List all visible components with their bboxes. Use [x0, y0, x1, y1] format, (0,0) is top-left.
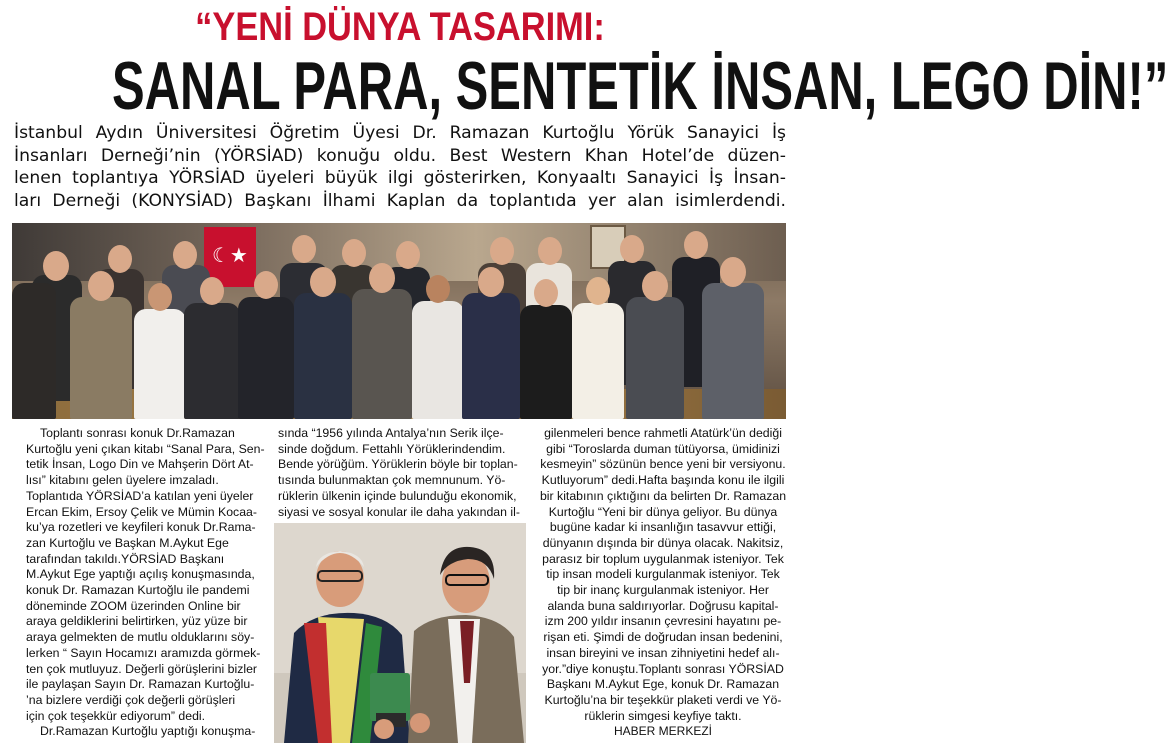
lead-line: lenen toplantıya YÖRSİAD üyeleri büyük ilgi gösterirken, Konyaaltı Sanayici İş İnsan-	[14, 168, 786, 188]
column-line: tarafından takıldı.YÖRSİAD Başkanı	[26, 551, 225, 566]
column-line: Toplantıda YÖRSİAD’a katılan yeni üyeler	[26, 488, 254, 503]
column-line: alanda buna saldırıyorlar. Doğrusu kapital-	[547, 598, 779, 613]
column-line: ku’ya rozetleri ve keyfileri konuk Dr.Rama-	[26, 520, 256, 535]
person-figure	[70, 297, 132, 419]
article-headline: SANAL PARA, SENTETİK İNSAN, LEGO DİN!”	[112, 48, 1168, 124]
person-head	[148, 283, 172, 311]
column-line: bir kitabının çıktığını da belirten Dr. Ramazan	[539, 488, 787, 503]
column-line: için çok teşekkür ediyorum” dedi.	[26, 708, 206, 723]
person-head	[684, 231, 708, 259]
column-line: Kurtoğlu “Yeni bir dünya geliyor. Bu dünya	[548, 504, 778, 519]
person-head	[478, 267, 504, 297]
person-head	[43, 251, 69, 281]
column-line: araya gelmekten de mutlu olduklarını söy-	[26, 630, 255, 645]
column-line: tetik İnsan, Logo Din ve Mahşerin Dört At-	[26, 457, 254, 472]
column-line: Dr.Ramazan Kurtoğlu yaptığı konuşma-	[40, 724, 256, 739]
person-figure	[702, 283, 764, 419]
column-line: yor.”diye konuştu.Toplantı sonrası YÖRSİAD	[542, 661, 784, 676]
column-line: ’na bizlere verdiği çok değerli görüşleri	[26, 692, 236, 707]
person-head	[620, 235, 644, 263]
column-line: sinde doğdum. Fettahlı Yörüklerindendim.	[278, 441, 506, 456]
person-figure	[294, 293, 352, 419]
lead-line: ları Derneği (KONYSİAD) Başkanı İlhami Kaplan da toplantıda yer alan isimlerdendi.	[14, 190, 786, 211]
column-line: Kurtoğlu’na bir teşekkür plaketi verdi ve Yö-	[544, 692, 782, 707]
column-line: Toplantı sonrası konuk Dr.Ramazan	[40, 426, 235, 440]
column-line: zan Kurtoğlu ve Başkan M.Aykut Ege	[26, 535, 229, 550]
column-line: döneminde ZOOM üzerinden Online bir	[26, 598, 241, 613]
person-head	[426, 275, 450, 303]
column-line: ten çok mutluyuz. Değerli görüşlerini bizler	[26, 661, 258, 676]
column-line: gilenmeleri bence rahmetli Atatürk’ün dediği	[544, 426, 782, 440]
column-line: tısında bulunmaktan çok memnunum. Yö-	[278, 473, 506, 488]
column-line: Kurtoğlu yeni çıkan kitabı “Sanal Para, Sen-	[26, 441, 265, 456]
person-head	[538, 237, 562, 265]
group-photo	[12, 223, 786, 419]
person-figure	[12, 283, 56, 419]
column-line: siyasi ve sosyal konular ile daha yakından il-	[278, 504, 520, 519]
person-head	[490, 237, 514, 265]
person-head	[342, 239, 366, 267]
person-head	[586, 277, 610, 305]
person-head	[310, 267, 336, 297]
person-figure	[184, 303, 240, 419]
person-head	[88, 271, 114, 301]
person-figure	[520, 305, 572, 419]
column-line: konuk Dr. Ramazan Kurtoğlu ile pandemi	[26, 583, 250, 598]
article-column-3	[538, 426, 788, 740]
column-line: kesmeyin” sözünün bence yeni bir versiyonu.	[540, 457, 786, 472]
column-line: Başkanı M.Aykut Ege, konuk Dr. Ramazan	[546, 677, 780, 692]
column-line: lerken “ Sayın Hocamızı aramızda görmek-	[26, 645, 261, 660]
column-line: ile paylaşan Sayın Dr. Ramazan Kurtoğlu-	[26, 677, 255, 692]
person-head	[254, 271, 278, 299]
person-head	[642, 271, 668, 301]
person-head	[173, 241, 197, 269]
person-head	[292, 235, 316, 263]
person-figure	[238, 297, 294, 419]
column-line: rüklerin simgesi keyfiye taktı.	[584, 708, 742, 723]
person-figure	[626, 297, 684, 419]
article-byline: HABER MERKEZİ	[613, 724, 712, 739]
person-head	[200, 277, 224, 305]
column-line: Ercan Ekim, Ersoy Çelik ve Mümin Kocaa-	[26, 504, 257, 519]
column-line: dünyanın dışında bir dünya olacak. Nakitsiz,	[542, 535, 784, 550]
article-kicker: “YENİ DÜNYA TASARIMI:	[195, 5, 605, 49]
person-head	[369, 263, 395, 293]
column-line: sında “1956 yılında Antalya’nın Serik ilçe-	[278, 426, 504, 440]
person-head	[108, 245, 132, 273]
person-head	[720, 257, 746, 287]
column-line: M.Aykut Ege yaptığı açılış konuşmasında,	[26, 567, 255, 582]
article-lead	[14, 122, 786, 212]
article-column-1	[26, 426, 274, 740]
column-line: tip insan modeli kurgulanmak isteniyor. Tek	[546, 567, 780, 582]
plaque-photo	[274, 523, 526, 743]
column-line: izm 200 yıldır insanın çevresini hayatını pe-	[544, 614, 782, 629]
person-figure	[462, 293, 520, 419]
column-line: gibi “Toroslarda duman tütüyorsa, ümidinizi	[546, 441, 780, 456]
column-line: lısı” kitabını gelen üyelere imzaladı.	[26, 473, 219, 488]
person-head	[396, 241, 420, 269]
column-line: rüklerin ülkenin içinde bulunduğu ekonomik,	[278, 488, 517, 503]
column-line: Bende yörüğüm. Yörüklerin böyle bir toplan-	[278, 457, 518, 472]
person-head	[534, 279, 558, 307]
column-line: parasız bir toplum uygulanmak isteniyor. Tek	[542, 551, 784, 566]
column-line: bugüne kadar ki insanlığın tasavvur ettiği,	[549, 520, 777, 535]
article-column-2	[278, 426, 522, 520]
column-line: insan bireyini ve insan zihniyetini hedef alı-	[546, 645, 780, 660]
lead-line: İstanbul Aydın Üniversitesi Öğretim Üyesi Dr. Ramazan Kurtoğlu Yörük Sanayici İş	[14, 123, 786, 143]
plaque-photo-illustration	[274, 523, 526, 743]
column-line: araya geldiklerini belirtirken, yüz yüze bir	[26, 614, 248, 629]
person-figure	[572, 303, 624, 419]
person-figure	[352, 289, 412, 419]
column-line: Kutluyorum” dedi.Hafta başında konu ile ilgili	[541, 473, 785, 488]
person-figure	[134, 309, 186, 419]
column-line: tip bir inanç kurgulanmak isteniyor. Her	[557, 583, 769, 598]
lead-line: İnsanları Derneği’nin (YÖRSİAD) konuğu oldu. Best Western Khan Hotel’de düzen-	[14, 145, 786, 166]
column-line: rişan eti. Şimdi de doğrudan insan bedenini,	[543, 630, 783, 645]
person-figure	[412, 301, 464, 419]
